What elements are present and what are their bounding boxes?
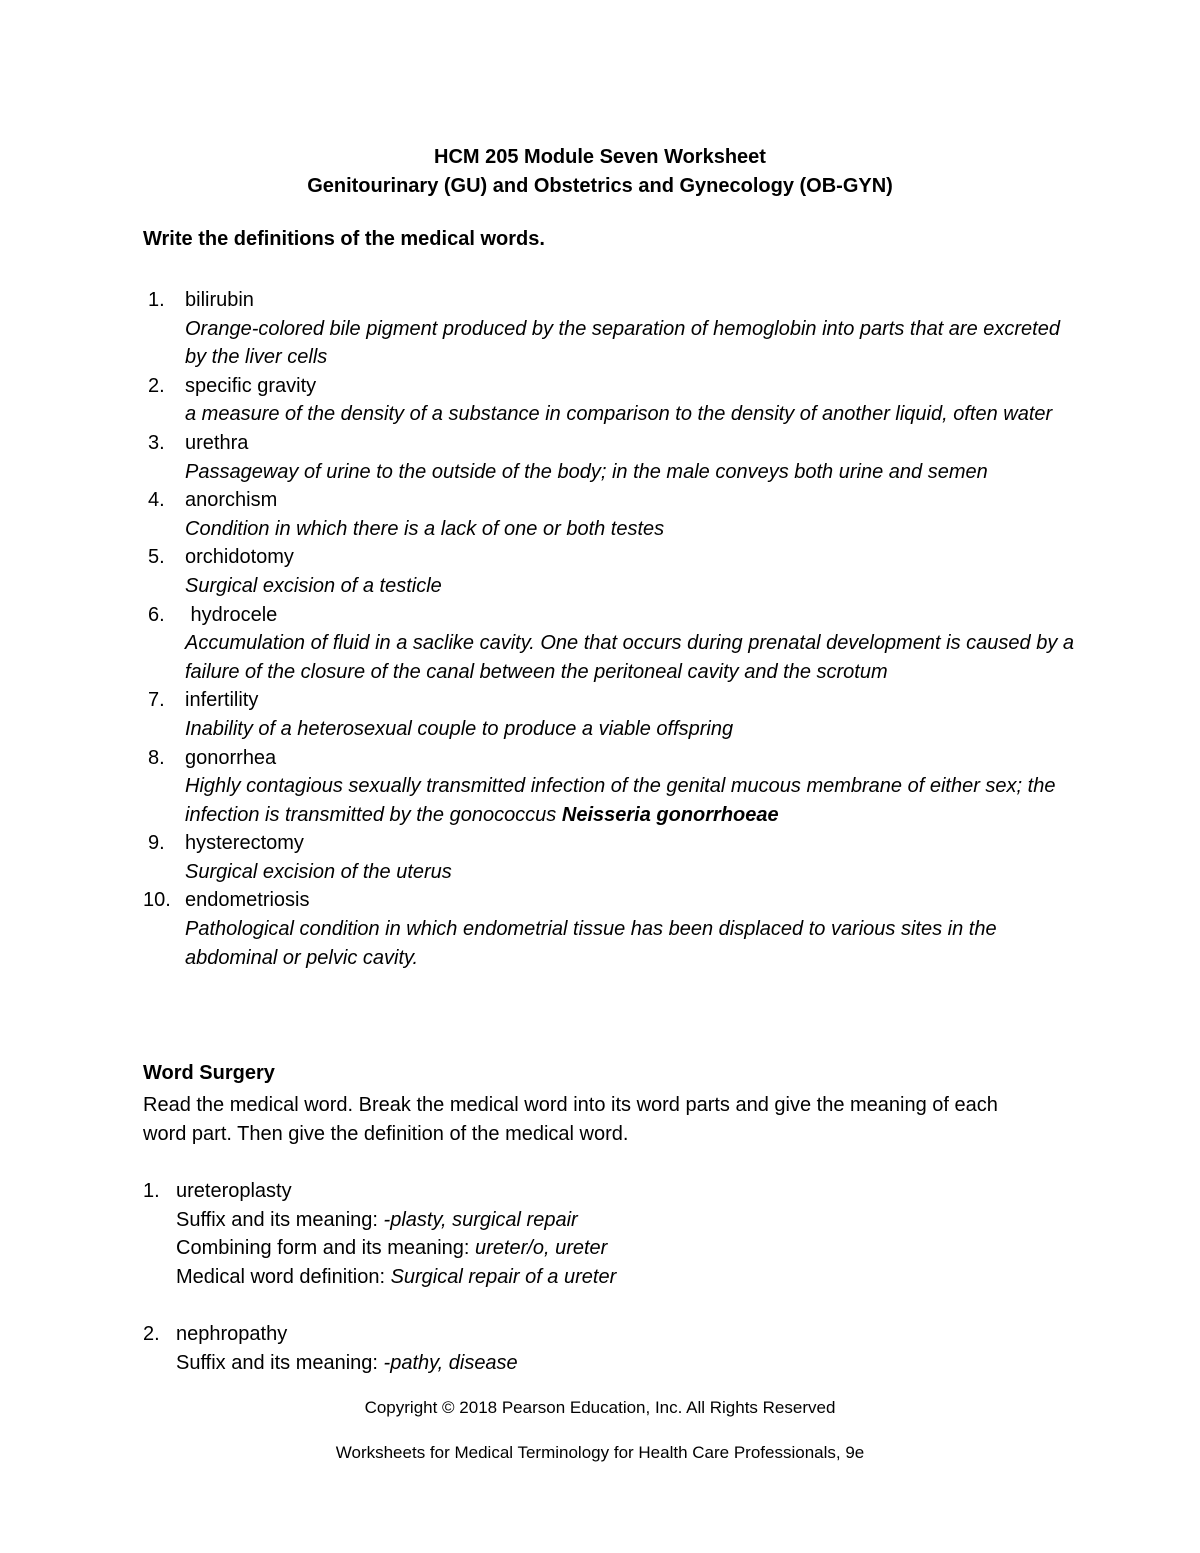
list-item [143, 286, 1083, 372]
definition-line [176, 1263, 1083, 1292]
item-term: anorchism [185, 489, 278, 512]
item-definition: a measure of the density of a substance in comparison to the density of another liquid, often water [185, 403, 1053, 426]
item-number: 2. [148, 374, 165, 397]
document-header [0, 143, 1200, 201]
document-subtitle: Genitourinary (GU) and Obstetrics and Gynecology (OB-GYN) [307, 175, 893, 197]
suffix-label: Suffix and its meaning: [176, 1351, 384, 1374]
item-number: 1. [143, 1180, 160, 1202]
item-definition: Orange-colored bile pigment produced by the separation of hemoglobin into parts that are excreted by the liver cells [185, 317, 1060, 369]
list-item [143, 686, 1083, 743]
word-surgery-list-2 [143, 1320, 1083, 1377]
word-surgery-list [143, 1177, 1083, 1291]
copyright-footer: Copyright © 2018 Pearson Education, Inc. All Rights Reserved [364, 1398, 836, 1417]
combining-form-value: ureter/o, ureter [475, 1237, 608, 1260]
list-item [143, 744, 1083, 830]
definition-label: Medical word definition: [176, 1265, 391, 1288]
document-title: HCM 205 Module Seven Worksheet [434, 146, 766, 168]
list-item [143, 543, 1083, 600]
list-item [143, 1177, 1083, 1291]
item-number: 4. [148, 489, 165, 512]
item-term: orchidotomy [185, 546, 294, 569]
item-definition: Inability of a heterosexual couple to produce a viable offspring [185, 717, 734, 740]
suffix-value: -plasty, surgical repair [383, 1208, 578, 1231]
item-term: infertility [185, 689, 259, 712]
item-number: 3. [148, 431, 165, 454]
combining-form-label: Combining form and its meaning: [176, 1237, 476, 1260]
item-definition: Surgical excision of the uterus [185, 860, 452, 883]
list-item [143, 372, 1083, 429]
item-number: 8. [148, 746, 165, 769]
suffix-value: -pathy, disease [383, 1351, 518, 1374]
item-definition: Condition in which there is a lack of one or both testes [185, 517, 665, 540]
item-term: bilirubin [185, 289, 254, 311]
definitions-instructions: Write the definitions of the medical words. [143, 228, 545, 250]
item-definition: Accumulation of fluid in a saclike cavity. One that occurs during prenatal development is caused by a failure of the closure of the canal between the peritoneal cavity and the scrotum [185, 632, 1074, 683]
item-number: 9. [148, 832, 165, 855]
definitions-list [143, 286, 1083, 972]
organism-name: Neisseria gonorrhoeae [561, 803, 779, 826]
word-surgery-title: Word Surgery [143, 1062, 275, 1084]
list-item [143, 886, 1083, 972]
combining-form-line [176, 1234, 1083, 1263]
word-surgery-word: ureteroplasty [176, 1180, 292, 1202]
book-title-footer: Worksheets for Medical Terminology for Health Care Professionals, 9e [335, 1443, 865, 1462]
item-definition [185, 772, 1083, 829]
item-definition-text: Highly contagious sexually transmitted infection of the genital mucous membrane of either sex; the infection is transmitted by the gonococcus [185, 775, 1056, 826]
word-surgery-word: nephropathy [176, 1323, 288, 1345]
item-number: 2. [143, 1323, 160, 1345]
list-item [143, 486, 1083, 543]
item-definition: Pathological condition in which endometrial tissue has been displaced to various sites in the abdominal or pelvic cavity. [185, 918, 997, 969]
list-item [143, 829, 1083, 886]
item-definition: Passageway of urine to the outside of the body; in the male conveys both urine and semen [185, 460, 988, 483]
suffix-line [176, 1206, 1083, 1235]
suffix-label: Suffix and its meaning: [176, 1208, 384, 1231]
item-number: 1. [148, 289, 165, 311]
item-term: hydrocele [185, 603, 278, 626]
word-surgery-description: Read the medical word. Break the medical word into its word parts and give the meaning of each word part. Then give the definition of the medical word. [143, 1094, 998, 1145]
item-term: specific gravity [185, 374, 317, 397]
item-number: 7. [148, 689, 165, 712]
suffix-line [176, 1349, 1083, 1378]
list-item [143, 601, 1083, 687]
item-number: 6. [148, 603, 165, 626]
item-term: endometriosis [185, 889, 310, 912]
item-number: 5. [148, 546, 165, 569]
item-number: 10. [143, 889, 171, 912]
item-term: urethra [185, 431, 249, 454]
item-term: hysterectomy [185, 832, 304, 855]
definition-value: Surgical repair of a ureter [390, 1265, 617, 1288]
item-definition: Surgical excision of a testicle [185, 574, 442, 597]
list-item [143, 1320, 1083, 1377]
list-item [143, 429, 1083, 486]
item-term: gonorrhea [185, 746, 277, 769]
